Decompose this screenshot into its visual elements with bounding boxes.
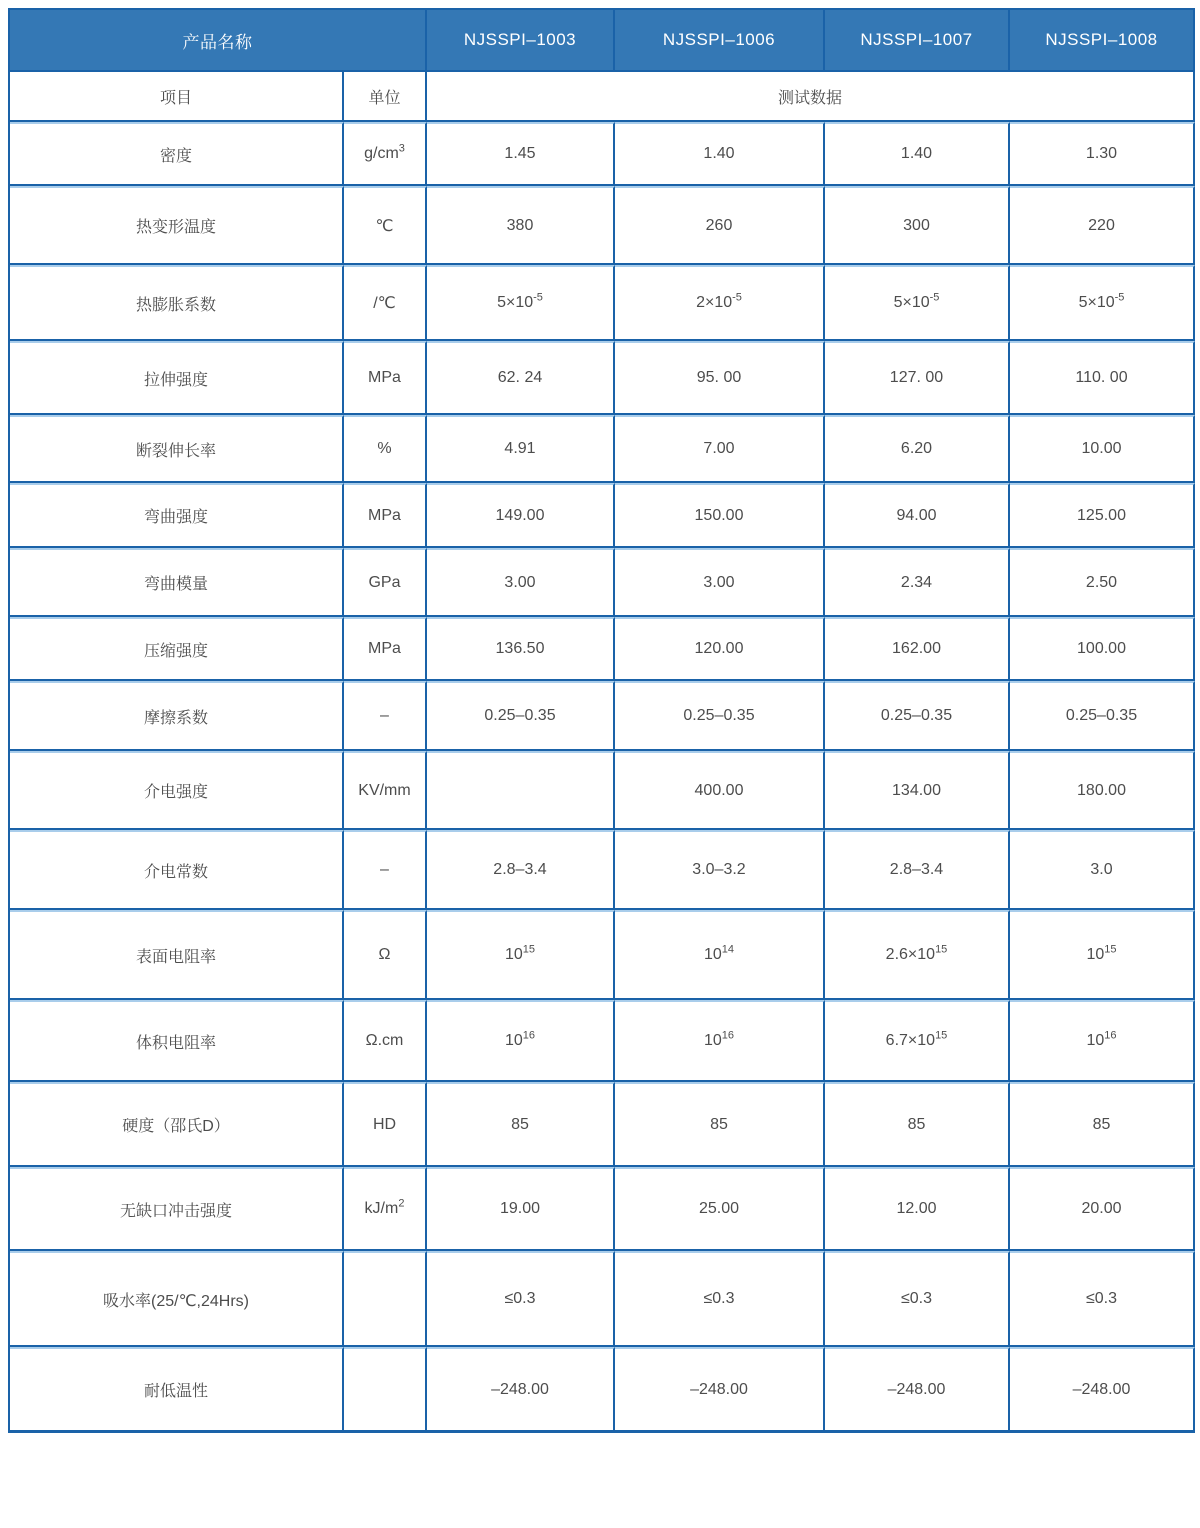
item-label: 拉伸强度 [10, 341, 344, 415]
value-cell: 95. 00 [615, 341, 825, 415]
item-label: 热膨胀系数 [10, 265, 344, 341]
value-cell: 25.00 [615, 1167, 825, 1251]
value-cell: 1.40 [615, 122, 825, 186]
value-cell: $2.6\times 10^{15}$ [825, 910, 1010, 1000]
value-cell: 300 [825, 186, 1010, 265]
value-cell: 2.8–3.4 [825, 830, 1010, 910]
table-row [10, 681, 1195, 751]
unit-cell: GPa [344, 548, 427, 617]
table-row [10, 122, 1195, 186]
value-cell: ≤0.3 [825, 1251, 1010, 1347]
value-cell: 3.0–3.2 [615, 830, 825, 910]
value-cell: –248.00 [825, 1347, 1010, 1433]
unit-cell: /℃ [344, 265, 427, 341]
value-cell: 220 [1010, 186, 1195, 265]
product-name-header: 产品名称 [10, 10, 427, 72]
table-row [10, 751, 1195, 830]
value-cell: $6.7\times 10^{15}$ [825, 1000, 1010, 1082]
value-cell: ≤0.3 [1010, 1251, 1195, 1347]
item-label: 表面电阻率 [10, 910, 344, 1000]
value-cell: 85 [825, 1082, 1010, 1167]
unit-cell: Ω [344, 910, 427, 1000]
item-label: 介电常数 [10, 830, 344, 910]
table-row [10, 186, 1195, 265]
value-cell [427, 751, 615, 830]
table-row [10, 1251, 1195, 1347]
value-cell: 162.00 [825, 617, 1010, 681]
unit-cell: ℃ [344, 186, 427, 265]
value-cell: ≤0.3 [615, 1251, 825, 1347]
value-cell: 19.00 [427, 1167, 615, 1251]
item-label: 摩擦系数 [10, 681, 344, 751]
value-cell: 134.00 [825, 751, 1010, 830]
table-row [10, 548, 1195, 617]
unit-cell [344, 1251, 427, 1347]
product-name-row [10, 10, 1195, 72]
item-label: 压缩强度 [10, 617, 344, 681]
value-cell: 1.40 [825, 122, 1010, 186]
value-cell: $5\times 10^{-5}$ [825, 265, 1010, 341]
value-cell: $10^{15}$ [427, 910, 615, 1000]
value-cell: ≤0.3 [427, 1251, 615, 1347]
value-cell: 150.00 [615, 483, 825, 548]
value-cell: 2.8–3.4 [427, 830, 615, 910]
table-row [10, 1347, 1195, 1433]
value-cell: 0.25–0.35 [615, 681, 825, 751]
item-column-header: 项目 [10, 72, 344, 122]
unit-cell: MPa [344, 483, 427, 548]
value-cell: 0.25–0.35 [1010, 681, 1195, 751]
value-cell: 380 [427, 186, 615, 265]
value-cell: 110. 00 [1010, 341, 1195, 415]
value-cell: $5\times 10^{-5}$ [427, 265, 615, 341]
value-cell: 85 [1010, 1082, 1195, 1167]
product-header-njsspi-1007: NJSSPI–1007 [825, 10, 1010, 72]
value-cell: $2\times 10^{-5}$ [615, 265, 825, 341]
value-cell: 85 [615, 1082, 825, 1167]
value-cell: 2.34 [825, 548, 1010, 617]
value-cell: 94.00 [825, 483, 1010, 548]
unit-cell: MPa [344, 341, 427, 415]
value-cell: 127. 00 [825, 341, 1010, 415]
item-label: 体积电阻率 [10, 1000, 344, 1082]
item-label: 无缺口冲击强度 [10, 1167, 344, 1251]
item-label: 弯曲强度 [10, 483, 344, 548]
value-cell: 0.25–0.35 [825, 681, 1010, 751]
value-cell: 3.00 [615, 548, 825, 617]
table-row [10, 1167, 1195, 1251]
value-cell: $10^{16}$ [615, 1000, 825, 1082]
value-cell: 4.91 [427, 415, 615, 483]
value-cell: –248.00 [427, 1347, 615, 1433]
item-label: 断裂伸长率 [10, 415, 344, 483]
table-row [10, 415, 1195, 483]
value-cell: $5\times 10^{-5}$ [1010, 265, 1195, 341]
unit-cell: $g/cm^3$ [344, 122, 427, 186]
unit-column-header: 单位 [344, 72, 427, 122]
item-label: 硬度（邵氏D） [10, 1082, 344, 1167]
table-row [10, 910, 1195, 1000]
unit-cell: Ω.cm [344, 1000, 427, 1082]
table-row [10, 617, 1195, 681]
value-cell: 260 [615, 186, 825, 265]
table-body [10, 122, 1195, 1433]
table-row [10, 1000, 1195, 1082]
value-cell: 6.20 [825, 415, 1010, 483]
item-label: 耐低温性 [10, 1347, 344, 1433]
table-row [10, 830, 1195, 910]
value-cell: 7.00 [615, 415, 825, 483]
item-label: 密度 [10, 122, 344, 186]
value-cell: 3.0 [1010, 830, 1195, 910]
item-label: 吸水率(25/℃,24Hrs) [10, 1251, 344, 1347]
value-cell: 149.00 [427, 483, 615, 548]
value-cell: 120.00 [615, 617, 825, 681]
item-label: 热变形温度 [10, 186, 344, 265]
table-row [10, 1082, 1195, 1167]
value-cell: 136.50 [427, 617, 615, 681]
unit-cell [344, 1347, 427, 1433]
item-label: 弯曲模量 [10, 548, 344, 617]
value-cell: –248.00 [615, 1347, 825, 1433]
item-label: 介电强度 [10, 751, 344, 830]
unit-cell: % [344, 415, 427, 483]
value-cell: $10^{16}$ [1010, 1000, 1195, 1082]
unit-cell: $kJ/m^2$ [344, 1167, 427, 1251]
value-cell: 85 [427, 1082, 615, 1167]
product-header-njsspi-1003: NJSSPI–1003 [427, 10, 615, 72]
table-header [10, 10, 1195, 122]
value-cell: 0.25–0.35 [427, 681, 615, 751]
value-cell: $10^{15}$ [1010, 910, 1195, 1000]
value-cell: 100.00 [1010, 617, 1195, 681]
table-row [10, 265, 1195, 341]
table-row [10, 341, 1195, 415]
unit-cell: – [344, 681, 427, 751]
unit-cell: – [344, 830, 427, 910]
product-header-njsspi-1008: NJSSPI–1008 [1010, 10, 1195, 72]
subheader-row [10, 72, 1195, 122]
value-cell: 12.00 [825, 1167, 1010, 1251]
value-cell: 2.50 [1010, 548, 1195, 617]
value-cell: $10^{16}$ [427, 1000, 615, 1082]
unit-cell: MPa [344, 617, 427, 681]
test-data-header: 测试数据 [427, 72, 1195, 122]
value-cell: 20.00 [1010, 1167, 1195, 1251]
value-cell: 125.00 [1010, 483, 1195, 548]
value-cell: 3.00 [427, 548, 615, 617]
value-cell: 1.45 [427, 122, 615, 186]
value-cell: 1.30 [1010, 122, 1195, 186]
unit-cell: KV/mm [344, 751, 427, 830]
value-cell: 10.00 [1010, 415, 1195, 483]
product-spec-table [8, 8, 1195, 1433]
unit-cell: HD [344, 1082, 427, 1167]
value-cell: 180.00 [1010, 751, 1195, 830]
value-cell: 62. 24 [427, 341, 615, 415]
value-cell: –248.00 [1010, 1347, 1195, 1433]
product-header-njsspi-1006: NJSSPI–1006 [615, 10, 825, 72]
value-cell: 400.00 [615, 751, 825, 830]
table-row [10, 483, 1195, 548]
value-cell: $10^{14}$ [615, 910, 825, 1000]
